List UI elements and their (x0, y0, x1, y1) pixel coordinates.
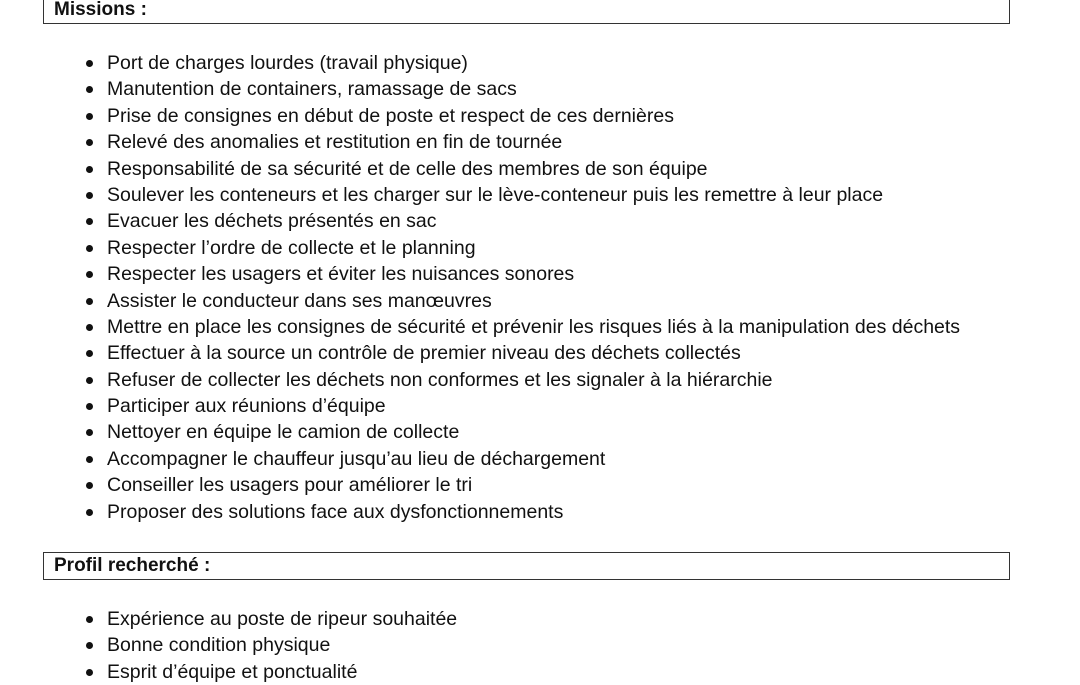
list-item: Responsabilité de sa sécurité et de celle des membres de son équipe (86, 156, 960, 182)
list-item: Esprit d’équipe et ponctualité (86, 659, 457, 685)
missions-section-header (43, 0, 1010, 24)
list-item: Soulever les conteneurs et les charger sur le lève-conteneur puis les remettre à leur place (86, 182, 960, 208)
list-item: Nettoyer en équipe le camion de collecte (86, 419, 960, 445)
list-item: Assister le conducteur dans ses manœuvres (86, 288, 960, 314)
bullet-icon (86, 350, 93, 357)
list-item: Port de charges lourdes (travail physique) (86, 50, 960, 76)
list-item: Respecter l’ordre de collecte et le planning (86, 235, 960, 261)
bullet-icon (86, 218, 93, 225)
list-item: Evacuer les déchets présentés en sac (86, 208, 960, 234)
bullet-icon (86, 192, 93, 199)
bullet-icon (86, 139, 93, 146)
bullet-icon (86, 60, 93, 67)
list-item: Proposer des solutions face aux dysfonctionnements (86, 499, 960, 525)
bullet-icon (86, 113, 93, 120)
list-item: Refuser de collecter les déchets non conformes et les signaler à la hiérarchie (86, 367, 960, 393)
list-item: Respecter les usagers et éviter les nuisances sonores (86, 261, 960, 287)
bullet-icon (86, 403, 93, 410)
list-item: Conseiller les usagers pour améliorer le tri (86, 472, 960, 498)
bullet-icon (86, 616, 93, 623)
bullet-icon (86, 456, 93, 463)
list-item: Effectuer à la source un contrôle de premier niveau des déchets collectés (86, 340, 960, 366)
bullet-icon (86, 377, 93, 384)
profil-list (86, 606, 457, 685)
bullet-icon (86, 298, 93, 305)
bullet-icon (86, 245, 93, 252)
missions-title: Missions : (54, 0, 147, 20)
profil-title: Profil recherché : (54, 555, 211, 576)
missions-list (86, 50, 960, 525)
list-item: Prise de consignes en début de poste et respect de ces dernières (86, 103, 960, 129)
bullet-icon (86, 482, 93, 489)
list-item: Expérience au poste de ripeur souhaitée (86, 606, 457, 632)
list-item: Manutention de containers, ramassage de sacs (86, 76, 960, 102)
list-item: Relevé des anomalies et restitution en fin de tournée (86, 129, 960, 155)
bullet-icon (86, 271, 93, 278)
list-item: Accompagner le chauffeur jusqu’au lieu de déchargement (86, 446, 960, 472)
list-item: Bonne condition physique (86, 632, 457, 658)
bullet-icon (86, 509, 93, 516)
bullet-icon (86, 86, 93, 93)
profil-section-header (43, 552, 1010, 580)
list-item: Mettre en place les consignes de sécurité et prévenir les risques liés à la manipulation des déchets (86, 314, 960, 340)
bullet-icon (86, 324, 93, 331)
bullet-icon (86, 166, 93, 173)
list-item: Participer aux réunions d’équipe (86, 393, 960, 419)
bullet-icon (86, 429, 93, 436)
bullet-icon (86, 642, 93, 649)
